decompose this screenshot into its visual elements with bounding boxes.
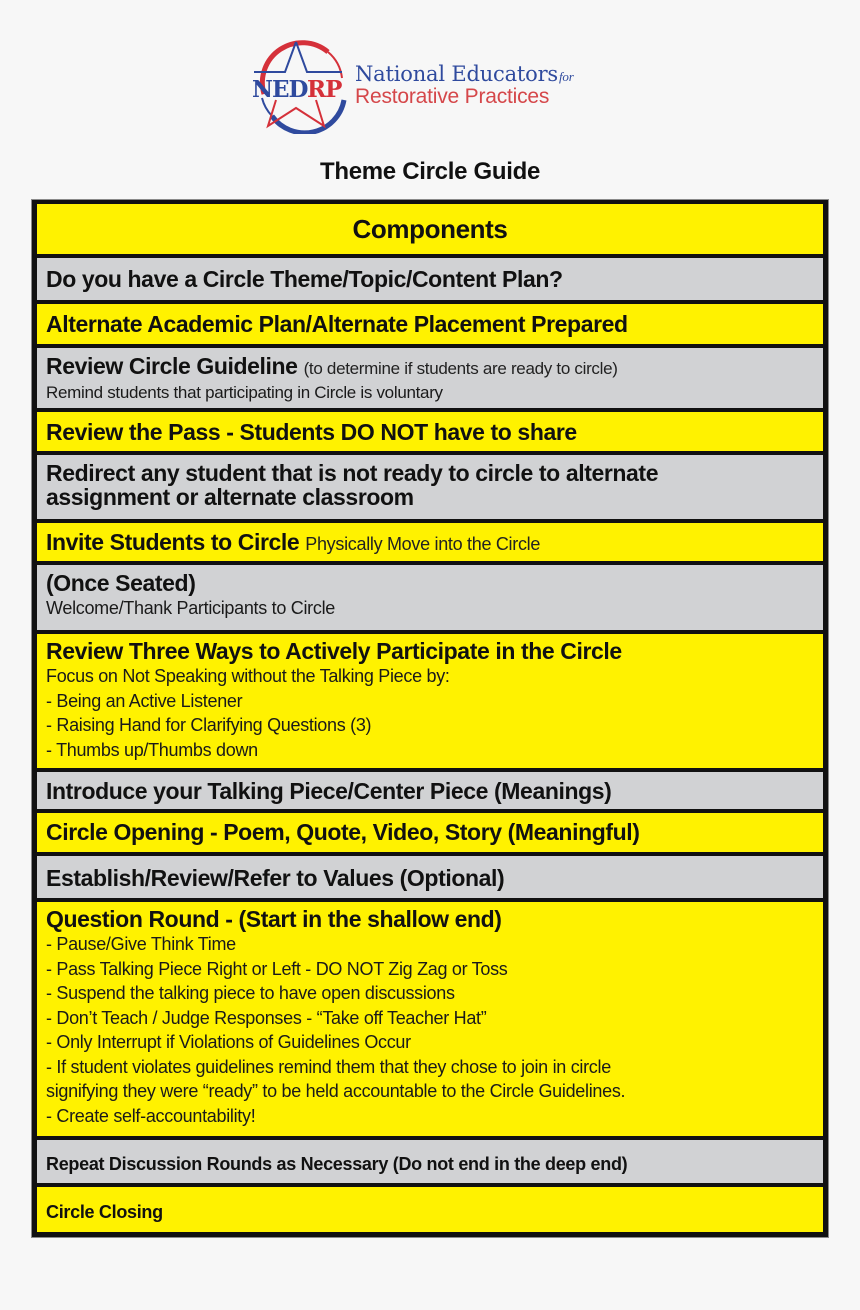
table-row [37, 902, 823, 1136]
row-detail: Welcome/Thank Participants to Circle [46, 598, 335, 618]
logo-mark-ned: NED [252, 76, 308, 103]
table-row [37, 634, 823, 768]
logo-for: for [559, 69, 574, 84]
table-row [37, 455, 823, 519]
row-heading-note: Physically Move into the Circle [305, 534, 541, 554]
components-table [32, 200, 828, 1237]
table-header-label: Components [352, 214, 508, 244]
table-row [37, 258, 823, 300]
nedrp-star-circle-icon [252, 38, 352, 134]
table-row [37, 1187, 823, 1232]
row-heading: Review the Pass - Students DO NOT have to share [46, 419, 577, 445]
table-row [37, 856, 823, 898]
row-bullet: - Create self-accountability! [46, 1105, 256, 1126]
row-heading-continued: assignment or alternate classroom [46, 484, 414, 510]
row-bullet: - Pass Talking Piece Right or Left - DO NOT Zig Zag or Toss [46, 958, 508, 979]
row-detail: Remind students that participating in Circle is voluntary [46, 383, 443, 402]
row-heading: Circle Opening - Poem, Quote, Video, Story (Meaningful) [46, 819, 640, 845]
table-row [37, 565, 823, 630]
row-bullet: - Only Interrupt if Violations of Guidelines Occur [46, 1032, 411, 1052]
table-row [37, 772, 823, 809]
nedrp-logo [252, 38, 622, 134]
row-bullet: - Pause/Give Think Time [46, 934, 236, 954]
row-bullet: - If student violates guidelines remind them that they chose to join in circle [46, 1056, 611, 1077]
table-row [37, 412, 823, 451]
logo-wordmark [355, 64, 574, 107]
row-heading: Introduce your Talking Piece/Center Piece (Meanings) [46, 778, 612, 804]
row-bullet: - Suspend the talking piece to have open discussions [46, 983, 455, 1003]
row-heading-note: (to determine if students are ready to circle) [303, 359, 618, 378]
table-header [37, 204, 823, 254]
logo-mark-rp: RP [307, 76, 342, 103]
row-bullet: - Don’t Teach / Judge Responses - “Take off Teacher Hat” [46, 1007, 487, 1028]
row-heading: Alternate Academic Plan/Alternate Placement Prepared [46, 311, 628, 337]
row-bullet-continued: signifying they were “ready” to be held accountable to the Circle Guidelines. [46, 1081, 626, 1101]
row-heading: Do you have a Circle Theme/Topic/Content Plan? [46, 266, 563, 292]
table-row [37, 1140, 823, 1183]
row-heading: Question Round - (Start in the shallow end) [46, 906, 502, 932]
table-row [37, 348, 823, 408]
row-heading: (Once Seated) [46, 570, 196, 596]
row-heading: Invite Students to Circle Physically Move into the Circle [46, 529, 541, 555]
table-row [37, 523, 823, 561]
row-heading: Review Circle Guideline (to determine if students are ready to circle) [46, 353, 618, 379]
logo-line-2: Restorative Practices [355, 85, 550, 108]
row-heading: Review Three Ways to Actively Participate in the Circle [46, 638, 622, 664]
table-row [37, 304, 823, 344]
row-bullet: - Raising Hand for Clarifying Questions (3) [46, 715, 372, 735]
page-title: Theme Circle Guide [320, 158, 540, 185]
row-heading: Repeat Discussion Rounds as Necessary (Do not end in the deep end) [46, 1154, 628, 1174]
row-bullet: - Being an Active Listener [46, 690, 243, 711]
row-heading: Establish/Review/Refer to Values (Optional) [46, 865, 505, 891]
table-row [37, 813, 823, 852]
logo-line-1: National Educatorsfor [355, 62, 574, 86]
row-heading: Circle Closing [46, 1202, 163, 1222]
row-detail: Focus on Not Speaking without the Talking Piece by: [46, 666, 450, 686]
row-bullet: - Thumbs up/Thumbs down [46, 739, 258, 760]
row-heading: Redirect any student that is not ready to circle to alternate [46, 460, 659, 486]
